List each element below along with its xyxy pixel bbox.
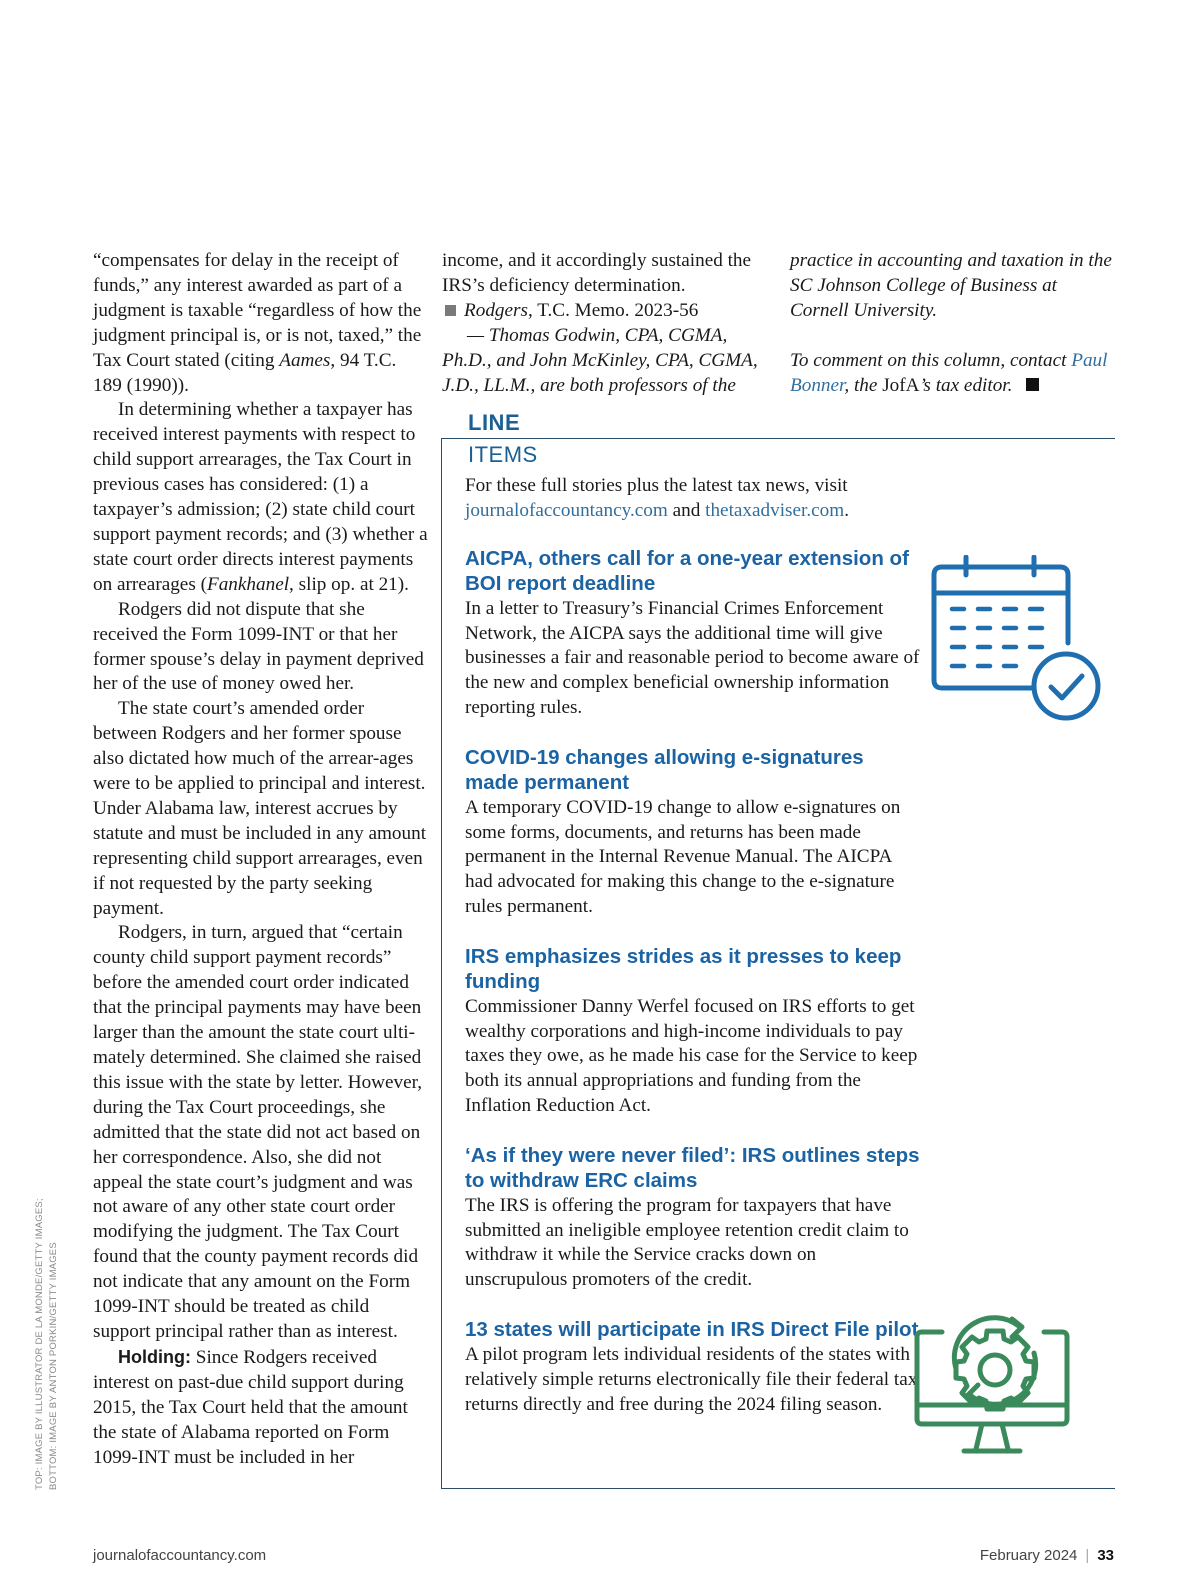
photo-credit: TOP: IMAGE BY ILLUSTRATOR DE LA MONDE/GETTY IMAGES; BOTTOM: IMAGE BY ANTON PORKIN/GETTY IMAGES — [34, 1198, 59, 1490]
story-body: A pilot program lets individual residents of the states with relatively simple returns electronically file their federal tax returns directly and free during the 2024 filing season. — [465, 1343, 918, 1415]
story-body: The IRS is offering the program for taxpayers that have submitted an ineligible employee retention credit claim to withdraw it while the Service cracks down on unscrupulous promoters of the credit. — [465, 1194, 909, 1291]
story-headline[interactable]: COVID-19 changes allowing e-signatures made permanent — [465, 746, 864, 794]
author-byline: — Thomas Godwin, CPA, CGMA, Ph.D., and John McKinley, CPA, CGMA, J.D., LL.M., are both professors of the — [442, 324, 758, 396]
news-story — [465, 1144, 920, 1293]
citation: Rodgers, T.C. Memo. 2023-56 — [442, 299, 764, 324]
paragraph: Rodgers did not dispute that she received the Form 1099-INT or that her former spouse’s delay in payment deprived her of the use of money owed her. — [93, 598, 424, 695]
story-body: Commissioner Danny Werfel focused on IRS efforts to get wealthy corporations and high-income individuals to pay taxes they owe, as he made his case for the Service to keep both its annual appropriations and funding from the Inflation Reduction Act. — [465, 995, 918, 1117]
paragraph: In determining whether a taxpayer has received interest payments with respect to child support arrearages, the Tax Court in previous cases has considered: (1) a taxpayer’s admission; (2) state child court support payment records; and (3) whether a state court order directs interest payments on arrearages (Fankhanel, slip op. at 21). — [93, 399, 428, 595]
holding-paragraph: Holding: Since Rodgers received interest on past-due child support during 2015, the Tax Court held that the amount the state of Alabama reported on Form 1099-INT must be included in her — [93, 1346, 408, 1468]
thetaxadviser-link[interactable]: thetaxadviser.com — [705, 499, 845, 521]
article-column-2 — [442, 249, 764, 398]
news-story — [465, 547, 920, 721]
page-number: 33 — [1097, 1547, 1114, 1564]
article-column-1 — [93, 249, 429, 1470]
case-name: Rodgers — [464, 299, 528, 321]
line-items-title-line2: ITEMS — [468, 442, 538, 467]
comment-note: To comment on this column, contact Paul Bonner, the JofA’s tax editor. — [790, 349, 1108, 396]
journalofaccountancy-link[interactable]: journalofaccountancy.com — [465, 499, 668, 521]
news-story — [465, 746, 920, 920]
holding-label: Holding: — [118, 1346, 191, 1367]
footer-date: February 2024 — [979, 1547, 1078, 1564]
story-headline[interactable]: ‘As if they were never filed’: IRS outlines steps to withdraw ERC claims — [465, 1144, 920, 1192]
article-column-3 — [790, 249, 1120, 398]
story-headline[interactable]: IRS emphasizes strides as it presses to keep funding — [465, 945, 902, 993]
monitor-gear-icon — [912, 1297, 1082, 1467]
news-story — [465, 945, 920, 1119]
case-name: Fankhanel — [206, 573, 290, 595]
paragraph: income, and it accordingly sustained the IRS’s deficiency determination. — [442, 250, 752, 296]
story-headline[interactable]: AICPA, others call for a one-year extension of BOI report deadline — [465, 547, 909, 595]
paragraph: “compensates for delay in the receipt of funds,” any interest awarded as part of a judgment is taxable “regardless of how the judgment principal is, or is not, taxed,” the Tax Court stated (citing Aames, 94 T.C. 189 (1990)). — [93, 250, 422, 396]
news-story — [465, 1318, 920, 1418]
story-headline[interactable]: 13 states will participate in IRS Direct File pilot — [465, 1318, 919, 1341]
footer-separator: | — [1085, 1547, 1090, 1564]
story-body: A temporary COVID-19 change to allow e-signatures on some forms, documents, and returns has been made permanent in the Internal Revenue Manual. The AICPA had advocated for making this change to the e-signature rules permanent. — [465, 796, 901, 918]
editor-link[interactable]: Paul Bonner — [790, 349, 1108, 396]
line-items-title-line1: LINE — [468, 410, 521, 435]
jofa-name: JofA — [882, 374, 920, 396]
footer-page-info — [980, 1547, 1114, 1564]
paragraph: The state court’s amended order between Rodgers and her former spouse also dictated how much of the arrear-ages were to be applied to principal and interest. Under Alabama law, interest accrues by statute and must be included in any amount representing child support arrearages, even if not requested by the party seeking payment. — [93, 698, 427, 919]
square-bullet-icon — [445, 305, 456, 316]
case-name: Aames — [279, 349, 331, 371]
line-items-intro: For these full stories plus the latest tax news, visit journalofaccountancy.com and thetaxadviser.com. — [465, 475, 849, 521]
author-bio: practice in accounting and taxation in the SC Johnson College of Business at Cornell University. — [790, 250, 1112, 321]
story-body: In a letter to Treasury’s Financial Crimes Enforcement Network, the AICPA says the additional time will give businesses a fair and reasonable period to become aware of the new and complex beneficial ownership information reporting rules. — [465, 597, 920, 719]
end-of-article-mark — [1026, 378, 1039, 391]
paragraph: Rodgers, in turn, argued that “certain county child support payment records” before the amended court order indicated that the principal payments may have been larger than the amount the state court ulti-mately determined. She claimed she raised this issue with the state by letter. However, during the Tax Court proceedings, she admitted that the state did not act based on her correspondence. Also, she did not appeal the state court’s judgment and was not aware of any other state court order modifying the judgment. The Tax Court found that the county payment records did not indicate that any amount on the Form 1099-INT should be treated as child support principal rather than as interest. — [93, 922, 423, 1342]
calendar-check-icon — [930, 555, 1105, 725]
footer-site: journalofaccountancy.com — [93, 1547, 267, 1564]
